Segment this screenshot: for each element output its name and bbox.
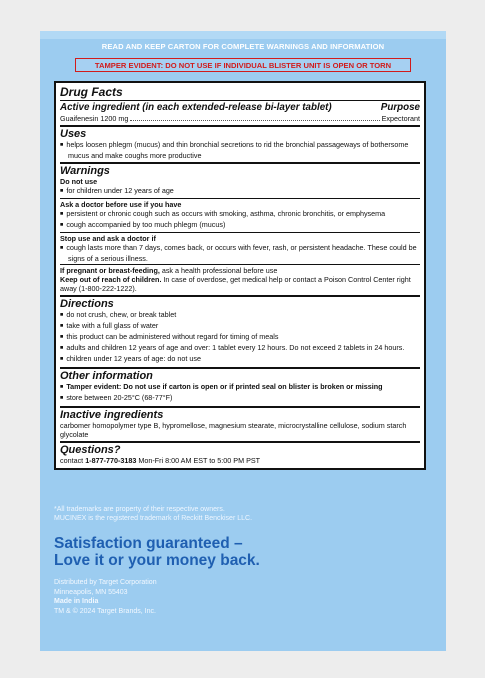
warnings-heading: Warnings [60,165,110,177]
other-information-section [60,367,420,404]
directions-item: ■ adults and children 12 years of age and over: 1 tablet every 12 hours. Do not exceed 2 tablets in 24 hours. [60,343,420,354]
carton-header: READ AND KEEP CARTON FOR COMPLETE WARNINGS AND INFORMATION [101,42,385,51]
satisfaction-line: Love it or your money back. [54,552,260,569]
ingredient-name: Guaifenesin 1200 mg [60,114,129,123]
carton-top-edge [40,31,446,39]
other-information-item: ■ store between 20-25°C (68-77°F) [60,393,420,404]
questions-prefix: contact [60,456,84,465]
stop-use-item: ■ cough lasts more than 7 days, comes back, or occurs with fever, rash, or persistent headache. These could be signs of a serious illness. [60,243,420,263]
distributor-line: Distributed by Target Corporation [54,579,157,586]
divider [60,198,420,199]
drug-facts-panel [54,81,426,470]
uses-heading: Uses [60,128,87,140]
directions-section [60,295,420,365]
divider [60,264,420,265]
questions-phone: 1-877-770-3183 [85,456,137,465]
pregnancy-text: ask a health professional before use [161,266,278,275]
ask-doctor-item: ■ persistent or chronic cough such as occurs with smoking, asthma, chronic bronchitis, or emphysema [60,209,420,220]
inactive-ingredients-section [60,406,420,439]
keep-out-label: Keep out of reach of children. [60,275,162,284]
trademark-line: *All trademarks are property of their respective owners. [54,506,225,513]
directions-item: ■ do not crush, chew, or break tablet [60,310,420,321]
stop-use-label: Stop use and ask a doctor if [60,234,156,243]
leader-dots [130,120,379,121]
satisfaction-line: Satisfaction guaranteed – [54,535,243,552]
ingredient-purpose: Expectorant [381,114,420,123]
questions-heading: Questions? [60,444,121,456]
purpose-heading: Purpose [380,102,420,113]
divider [60,100,420,101]
trademark-notice [54,505,252,523]
uses-section [60,125,420,160]
questions-hours: Mon-Fri 8:00 AM EST to 5:00 PM PST [138,456,261,465]
active-ingredient-row [60,114,420,123]
distributor-info [54,578,157,616]
copyright-line: TM & © 2024 Target Brands, Inc. [54,607,156,615]
trademark-line: MUCINEX is the registered trademark of Reckitt Benckiser LLC. [54,515,253,522]
ask-doctor-label: Ask a doctor before use if you have [60,200,182,209]
inactive-ingredients-text: carbomer homopolymer type B, hypromellose, magnesium stearate, microcrystalline cellulose, sodium starch glycolate [60,421,407,439]
ask-doctor-item: ■ cough accompanied by too much phlegm (mucus) [60,220,420,231]
keep-out-text: In case of overdose, get medical help or contact a Poison Control Center right away (1-800-222-1222). [60,275,411,293]
do-not-use-item: ■ for children under 12 years of age [60,186,420,197]
directions-item: ■ children under 12 years of age: do not use [60,354,420,365]
distributor-line: Minneapolis, MN 55403 [54,588,128,596]
pregnancy-warning [60,266,420,275]
directions-item: ■ take with a full glass of water [60,321,420,332]
directions-item: ■ this product can be administered without regard for timing of meals [60,332,420,343]
drug-facts-title-section [60,85,420,99]
satisfaction-guarantee [54,535,260,569]
inactive-ingredients-heading: Inactive ingredients [60,409,164,421]
pregnancy-label: If pregnant or breast-feeding, [60,266,160,275]
other-information-item: ■ Tamper evident: Do not use if carton is open or if printed seal on blister is broken or missing [60,382,420,393]
uses-item: ■ helps loosen phlegm (mucus) and thin bronchial secretions to rid the bronchial passageways of bothersome mucus and make coughs more productive [60,140,420,160]
directions-heading: Directions [60,298,114,310]
keep-out-warning [60,275,420,293]
questions-contact [60,456,420,465]
do-not-use-label: Do not use [60,177,98,186]
questions-section [60,441,420,465]
active-ingredient-header-row [60,102,420,114]
divider [60,232,420,233]
made-in-label: Made in India [54,598,99,605]
active-ingredient-heading: Active ingredient (in each extended-release bi-layer tablet) [60,102,332,113]
other-information-heading: Other information [60,370,153,382]
tamper-evident-banner: TAMPER EVIDENT: DO NOT USE IF INDIVIDUAL BLISTER UNIT IS OPEN OR TORN [75,58,411,72]
drug-facts-title: Drug Facts [60,85,123,99]
warnings-section [60,162,420,293]
